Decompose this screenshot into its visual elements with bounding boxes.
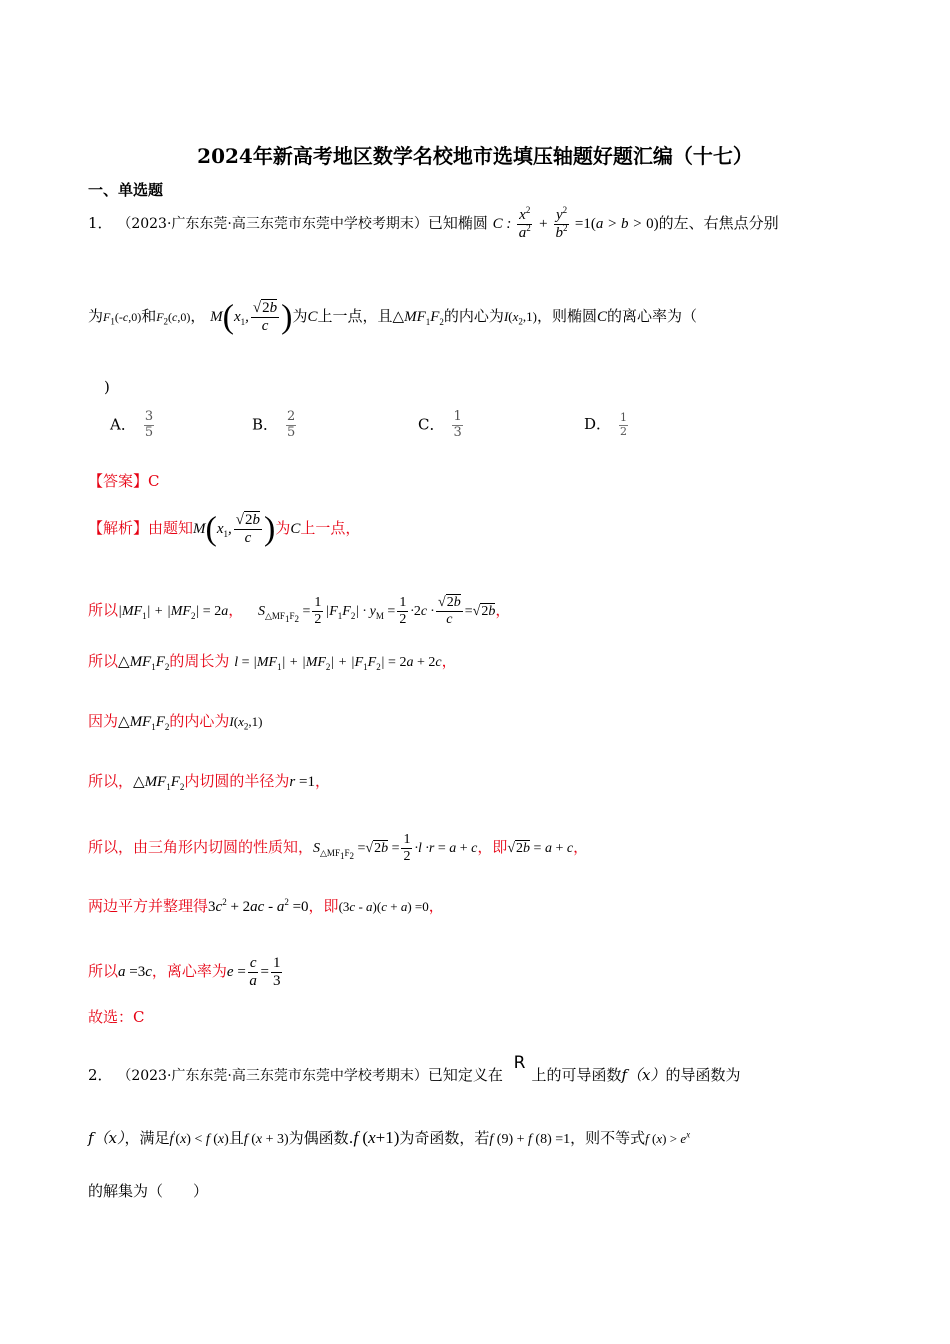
q1-source: （2023·广东东莞·高三东莞市东莞中学校考期末） [117,216,428,233]
analysis-line7: 两边平方并整理得$3c^2 + 2ac - a^2 =0$，即(3c - a)(c + a) =0， [88,897,444,915]
answer-line: 【答案】C [88,472,160,490]
section-heading: 一、单选题 [88,181,164,199]
option-c[interactable]: C． $\frac{1}{3}$ [418,409,462,440]
analysis-line8: 所以a =3c，离心率为e = $\frac{c}{a}$ = $\frac{1}{3}$ [88,955,281,990]
analysis-line6: 所以，由三角形内切圆的性质知，$S_{\triangle MF_1F_2} =√2b$ = $\frac{1}{2}$ ·l ·r = a + c，即√2b = a + c， [88,832,589,865]
q2-line1: 2． （2023·广东东莞·高三东莞市东莞中学校考期末）已知定义在 R上的可导函数f（x）的导函数为 [88,1053,741,1084]
option-a[interactable]: A． $\frac{3}{5}$ [110,409,154,440]
analysis-line5: 所以，$\triangle MF_1F_2$内切圆的半径为r =1， [88,772,330,792]
q2-line3: 的解集为（ ） [88,1182,209,1200]
q1-number: 1． [88,214,113,233]
q2-number: 2． [88,1066,113,1084]
q2-line2: f（x），满足f′(x) < f (x)且f (x + 3)为偶函数.f (x+1)为奇函数，若f (9) + f (8) =1，则不等式f $(x) > e^x$ [88,1128,691,1147]
analysis-line3: 所以$\triangle MF_1F_2$的周长为 $l = |MF_1| + |MF_2| + |F_1F_2| = 2a + 2c$， [88,652,457,672]
analysis-line1: 【解析】由题知$M(x_1$, $\frac{√2b}{c}$ )为C上一点， [88,510,361,548]
page-title: 2024年新高考地区数学名校地市选填压轴题好题汇编（十七） [197,144,753,168]
analysis-line4: 因为$\triangle MF_1F_2$的内心为$I(x_2,1)$ [88,712,263,732]
q1-line2: 为$F_1(-c,0)$和$F_2(c,0)$， $M(x_1$, $\frac{√2b}{c}$ )为C上一点，且$\triangle MF_1F_2$的内心为$I(x_2,1)$，则椭圆C的离心率为（ [88,298,698,336]
q2-source: （2023·广东东莞·高三东莞市东莞中学校考期末） [117,1068,428,1084]
analysis-line2: 所以$|MF_1| + |MF_2| = 2a$， $S_{\triangle MF_1F_2}$ = $\frac{1}{2}$ $|F_1F_2| \cdot y_M$ = $\frac{1}{2}$ ·2c · $\frac{√2b}{c}$ =√2b， [88,595,511,628]
option-b[interactable]: B． $\frac{2}{5}$ [252,409,296,440]
choose-line: 故选：C [88,1008,145,1026]
q1-line1: 1． （2023·广东东莞·高三东莞市东莞中学校考期末）已知椭圆 C : $\frac{x^2}{a^2}$ + $\frac{y^2}{b^2}$ =1(a > b > 0)的左、右焦点分别 [88,205,779,242]
q1-line3: ) [104,378,110,396]
option-d[interactable]: D． $\frac{1}{2}$ [584,411,628,438]
ellipse-equation: C : $\frac{x^2}{a^2}$ + $\frac{y^2}{b^2}$ =1(a > b > 0) [492,205,659,242]
point-m: $M(x_1$, $\frac{√2b}{c}$ ) [210,298,293,336]
